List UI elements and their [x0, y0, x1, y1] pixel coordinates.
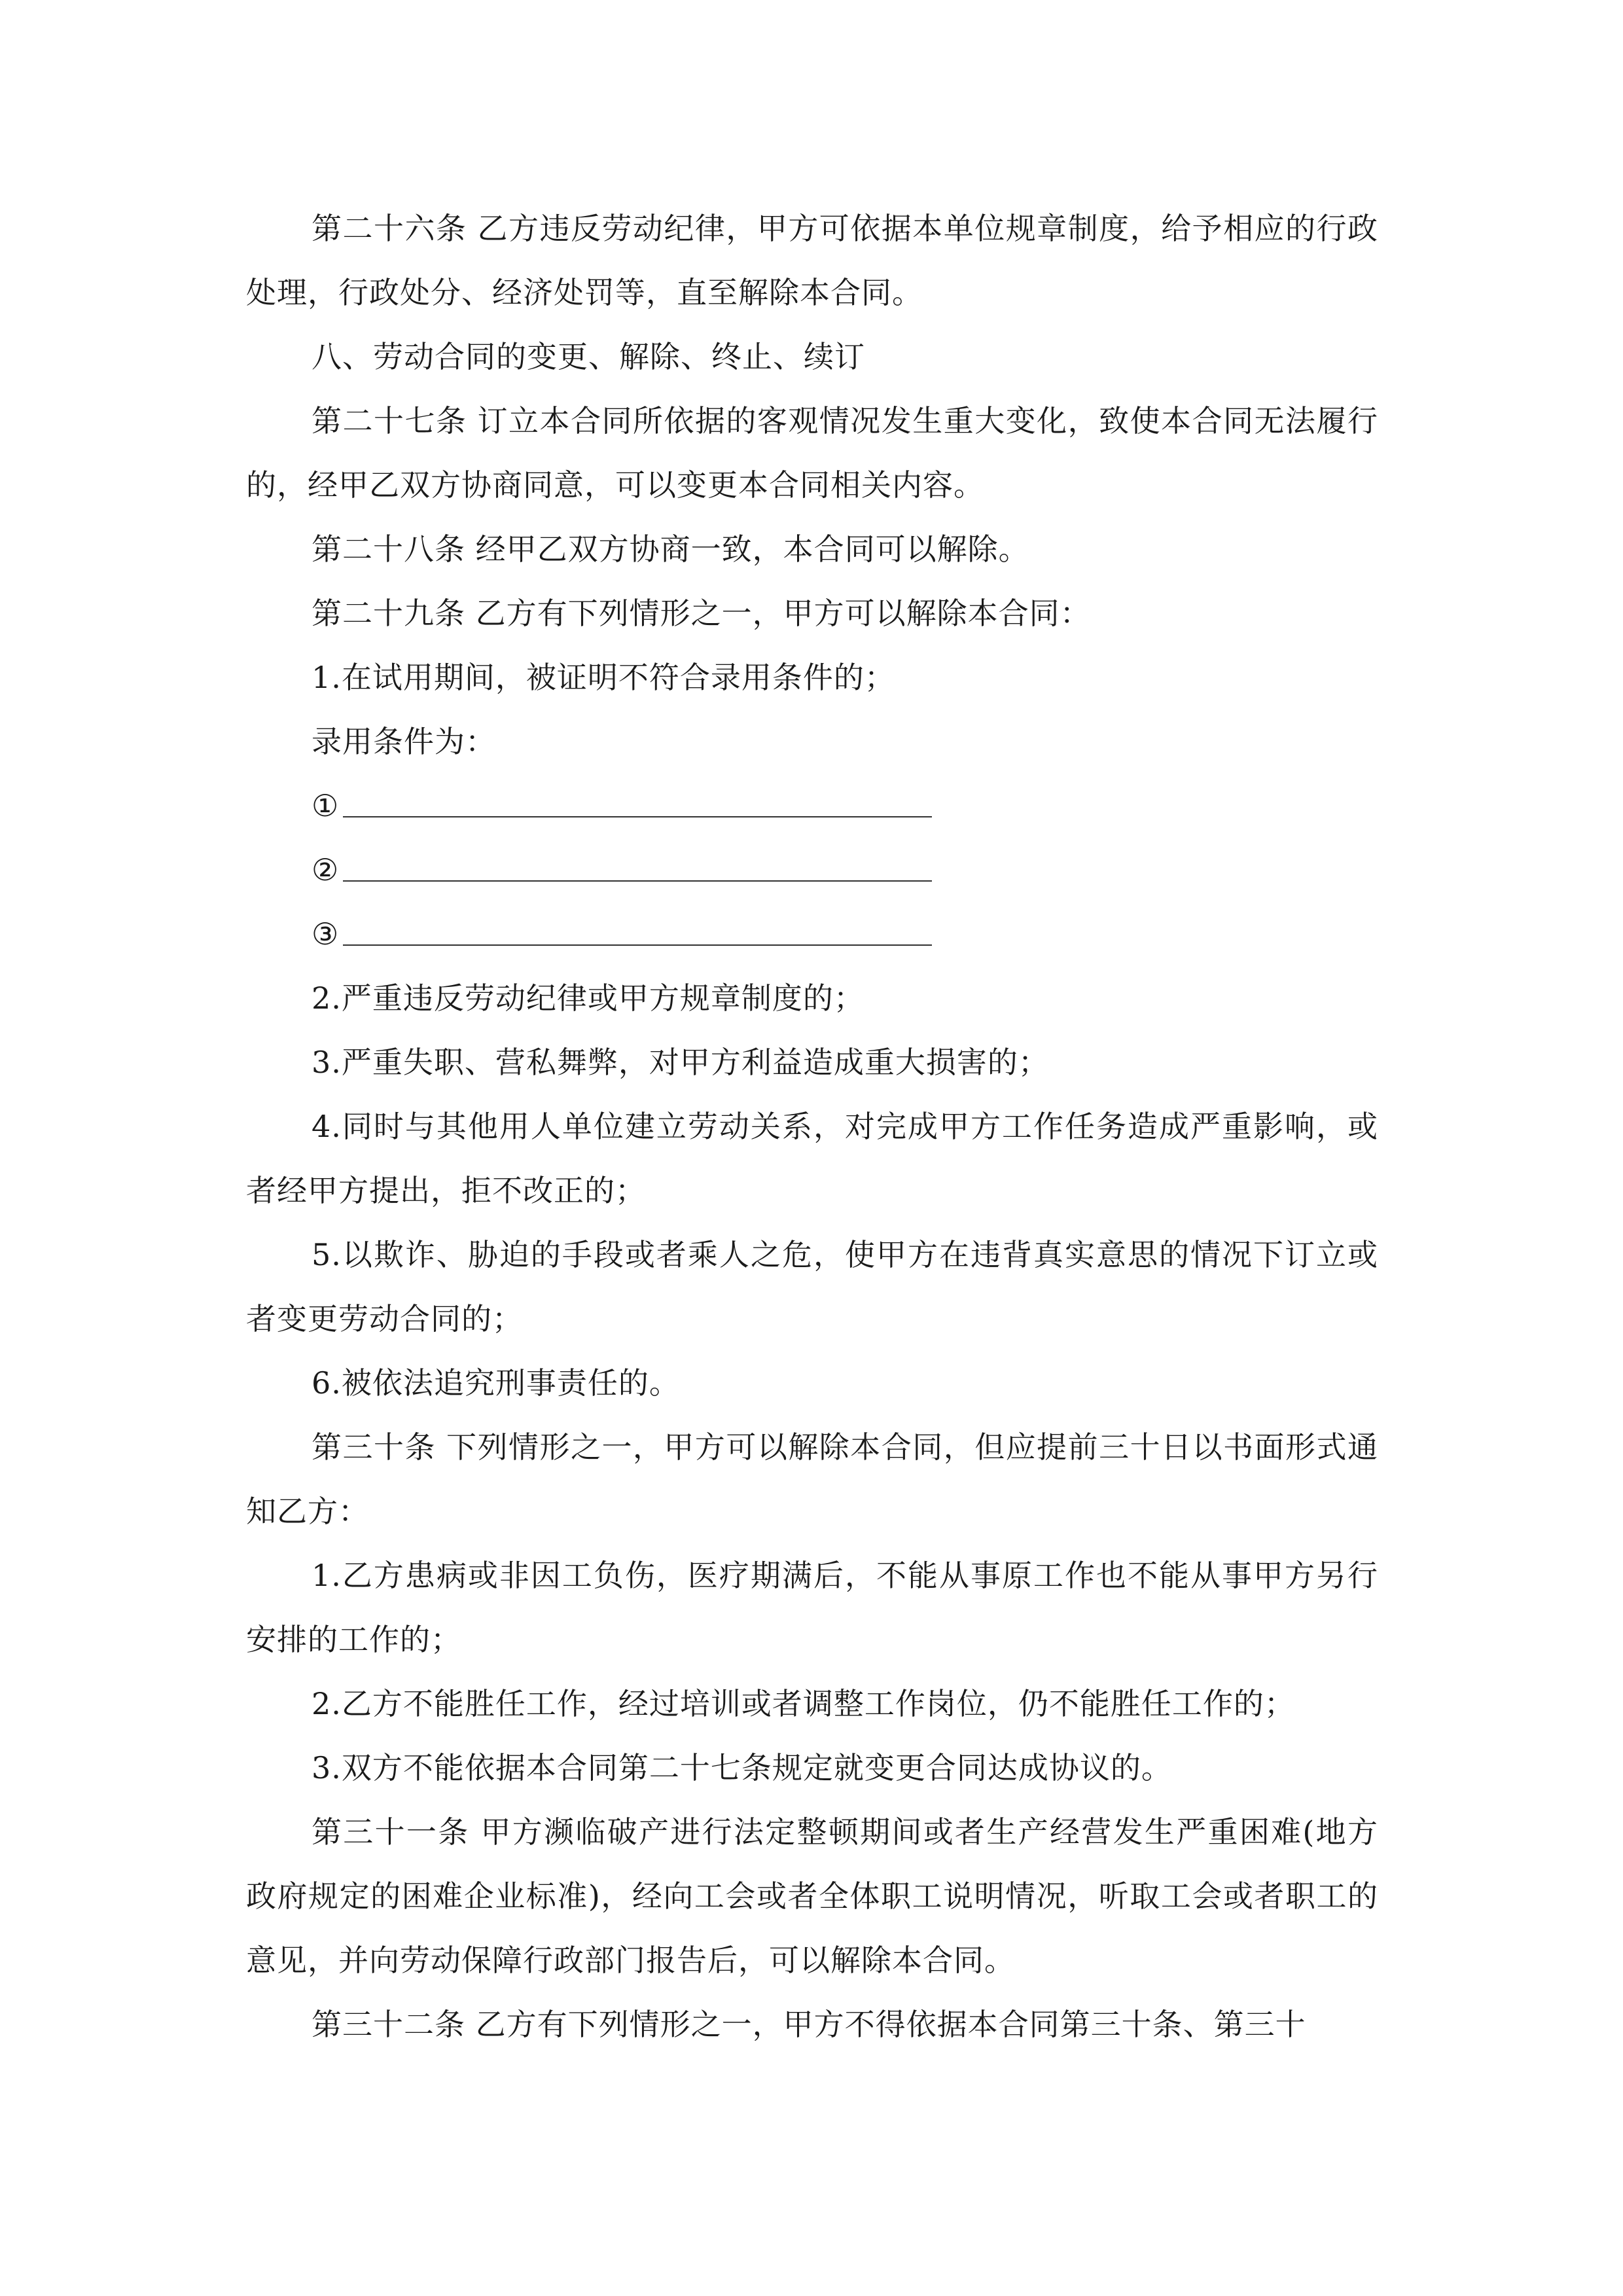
blank-underline: [343, 944, 932, 946]
article-29-item-1: 1.在试用期间，被证明不符合录用条件的；: [312, 660, 895, 695]
hiring-condition-blank-1: [246, 774, 1378, 838]
blank-underline: [343, 880, 932, 882]
article-30-item-1: 1.乙方患病或非因工负伤，医疗期满后，不能从事原工作也不能从事甲方另行安排的工作的；: [246, 1558, 1378, 1657]
hiring-condition-blank-2: [246, 838, 1378, 902]
blank-marker: ①: [312, 788, 339, 823]
article-29-item-4: 4.同时与其他用人单位建立劳动关系，对完成甲方工作任务造成严重影响，或者经甲方提出，拒不改正的；: [246, 1109, 1378, 1208]
hiring-conditions-label: 录用条件为：: [312, 724, 496, 759]
section-8-heading: 八、劳动合同的变更、解除、终止、续订: [312, 339, 865, 374]
article-32: 第三十二条 乙方有下列情形之一，甲方不得依据本合同第三十条、第三十: [312, 2007, 1306, 2042]
article-30-item-3: 3.双方不能依据本合同第二十七条规定就变更合同达成协议的。: [312, 1750, 1172, 1785]
blank-marker: ②: [312, 852, 339, 888]
hiring-condition-blank-3: [246, 902, 1378, 966]
article-28: 第二十八条 经甲乙双方协商一致，本合同可以解除。: [312, 531, 1029, 567]
article-29: 第二十九条 乙方有下列情形之一，甲方可以解除本合同：: [312, 596, 1091, 631]
article-29-item-5: 5.以欺诈、胁迫的手段或者乘人之危，使甲方在违背真实意思的情况下订立或者变更劳动合同的；: [246, 1237, 1378, 1336]
article-29-item-2: 2.严重违反劳动纪律或甲方规章制度的；: [312, 980, 865, 1016]
article-29-item-3: 3.严重失职、营私舞弊，对甲方利益造成重大损害的；: [312, 1045, 1049, 1080]
blank-marker: ③: [312, 916, 339, 952]
blank-underline: [343, 816, 932, 817]
article-26: 第二十六条 乙方违反劳动纪律，甲方可依据本单位规章制度，给予相应的行政处理，行政处分、经济处罚等，直至解除本合同。: [246, 211, 1378, 310]
article-27: 第二十七条 订立本合同所依据的客观情况发生重大变化，致使本合同无法履行的，经甲乙双方协商同意，可以变更本合同相关内容。: [246, 403, 1378, 503]
article-29-item-6: 6.被依法追究刑事责任的。: [312, 1365, 680, 1401]
article-31: 第三十一条 甲方濒临破产进行法定整顿期间或者生产经营发生严重困难(地方政府规定的困难企业标准)，经向工会或者全体职工说明情况，听取工会或者职工的意见，并向劳动保障行政部门报告后，可以解除本合同。: [246, 1814, 1378, 1978]
article-30: 第三十条 下列情形之一，甲方可以解除本合同，但应提前三十日以书面形式通知乙方：: [246, 1429, 1378, 1529]
document-body: [246, 196, 1378, 2056]
article-30-item-2: 2.乙方不能胜任工作，经过培训或者调整工作岗位，仍不能胜任工作的；: [312, 1686, 1295, 1721]
